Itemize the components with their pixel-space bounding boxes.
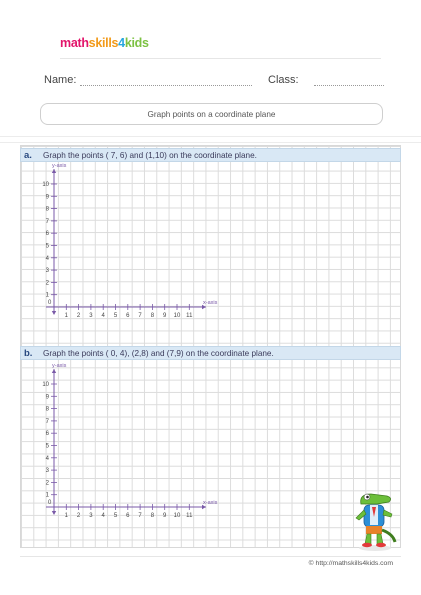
class-label: Class: (268, 74, 299, 86)
x-axis-label: x-axis (203, 300, 218, 306)
origin-label: 0 (48, 500, 52, 506)
y-tick-label: 3 (45, 268, 49, 275)
x-tick-label: 2 (76, 313, 81, 319)
footer-credit: © http://mathskills4kids.com (308, 560, 393, 567)
x-tick-label: 6 (126, 513, 130, 519)
y-tick-label: 1 (45, 492, 49, 499)
y-axis-label: y-axis (52, 163, 67, 169)
x-tick-label: 1 (64, 513, 68, 519)
y-tick-label: 5 (45, 443, 49, 450)
y-tick-label: 9 (45, 194, 49, 201)
problem-instruction: Graph the points ( 7, 6) and (1,10) on the coordinate plane. (43, 150, 257, 160)
x-tick-label: 4 (101, 313, 105, 319)
y-tick-label: 4 (45, 455, 49, 462)
worksheet-title: Graph points on a coordinate plane (40, 103, 383, 125)
y-tick-label: 2 (45, 480, 49, 487)
x-tick-label: 1 (64, 313, 68, 319)
x-tick-label: 4 (101, 513, 105, 519)
x-tick-label: 10 (173, 513, 181, 519)
x-tick-label: 7 (138, 313, 142, 319)
y-tick-label: 9 (45, 394, 49, 401)
y-tick-label: 8 (45, 206, 49, 213)
y-tick-label: 8 (45, 406, 49, 413)
x-axis-label: x-axis (203, 500, 218, 506)
crocodile-mascot-icon (353, 490, 397, 552)
coordinate-plane-a[interactable] (42, 163, 217, 319)
y-tick-label: 6 (45, 231, 49, 238)
y-axis-label: y-axis (52, 363, 67, 369)
problem-letter: b. (24, 347, 33, 359)
x-tick-label: 11 (186, 313, 193, 319)
x-tick-label: 6 (126, 313, 130, 319)
x-tick-label: 9 (163, 313, 167, 319)
y-tick-label: 4 (45, 255, 49, 262)
x-tick-label: 11 (186, 513, 193, 519)
origin-label: 0 (48, 300, 52, 306)
name-label: Name: (44, 74, 77, 86)
x-tick-label: 3 (89, 313, 93, 319)
y-tick-label: 3 (45, 468, 49, 475)
y-tick-label: 10 (42, 382, 49, 388)
x-tick-label: 8 (150, 513, 155, 519)
x-tick-label: 5 (113, 513, 118, 519)
problem-instruction: Graph the points ( 0, 4), (2,8) and (7,9) on the coordinate plane. (43, 348, 274, 358)
x-tick-label: 7 (138, 513, 142, 519)
y-tick-label: 2 (45, 280, 49, 287)
coordinate-plane-b[interactable] (42, 363, 217, 519)
x-tick-label: 9 (163, 513, 167, 519)
x-tick-label: 8 (150, 313, 155, 319)
problem-letter: a. (24, 149, 32, 161)
y-tick-label: 1 (45, 292, 49, 299)
footer-divider (20, 556, 401, 557)
y-tick-label: 7 (45, 218, 49, 225)
y-tick-label: 10 (42, 182, 49, 188)
y-axis-arrow-icon (52, 169, 56, 173)
y-tick-label: 5 (45, 243, 49, 250)
y-tick-label: 7 (45, 418, 49, 425)
x-tick-label: 3 (89, 513, 93, 519)
x-tick-label: 2 (76, 513, 81, 519)
y-axis-arrow-icon (52, 511, 56, 515)
site-logo: mathskills4kids (60, 36, 149, 50)
x-tick-label: 5 (113, 313, 118, 319)
y-axis-arrow-icon (52, 311, 56, 315)
y-axis-arrow-icon (52, 369, 56, 373)
x-tick-label: 10 (173, 313, 181, 319)
y-tick-label: 6 (45, 431, 49, 438)
